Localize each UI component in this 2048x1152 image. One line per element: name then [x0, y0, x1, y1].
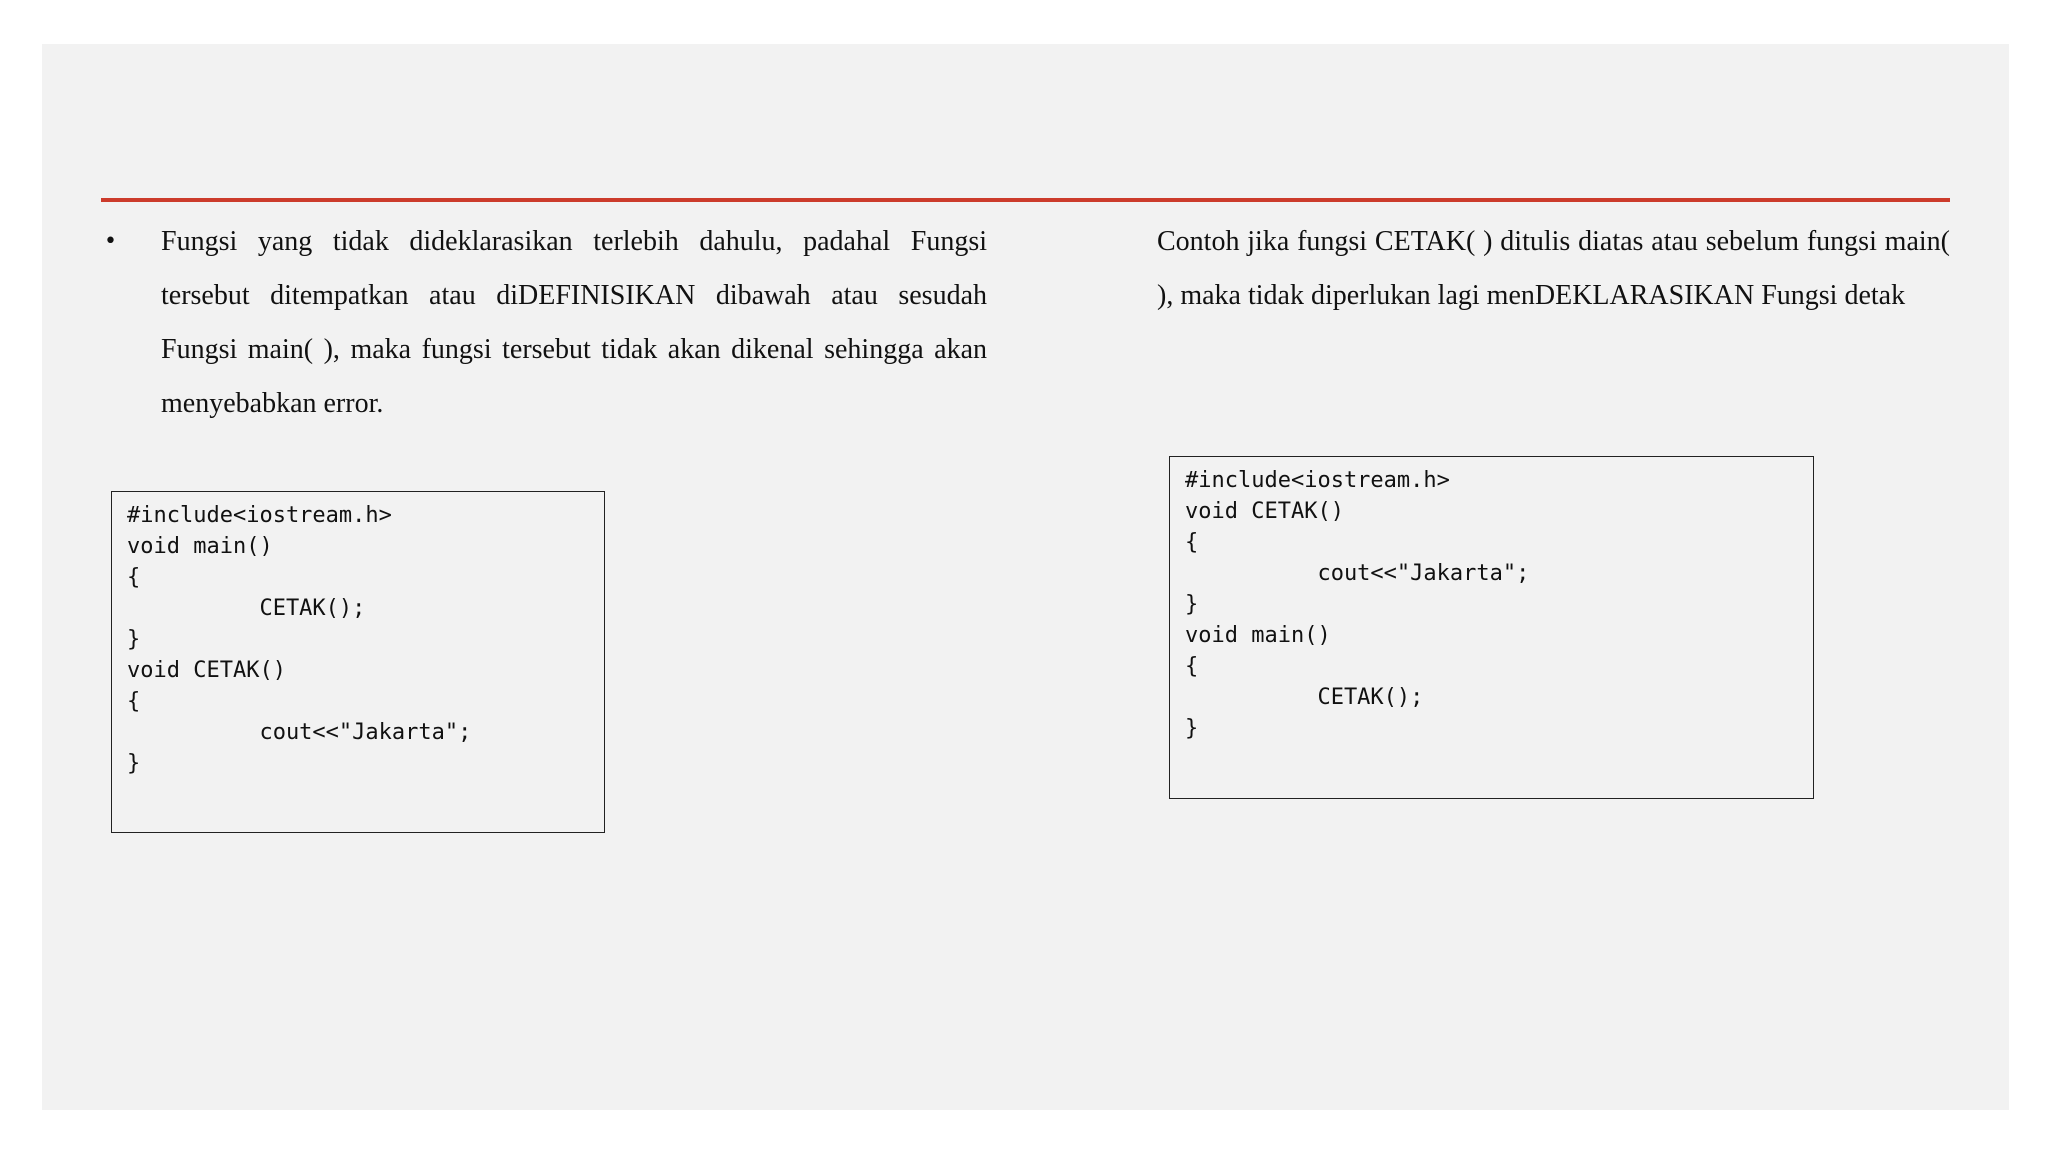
left-code-box — [111, 491, 605, 833]
left-code-snippet: #include<iostream.h> void main() { CETAK(); } void CETAK() { cout<<"Jakarta"; } — [127, 503, 472, 776]
right-paragraph: Contoh jika fungsi CETAK( ) ditulis diatas atau sebelum fungsi main( ), maka tidak diperlukan lagi menDEKLARASIKAN Fungsi detak — [1157, 226, 1950, 311]
bullet-marker: • — [104, 229, 117, 254]
right-code-snippet: #include<iostream.h> void CETAK() { cout<<"Jakarta"; } void main() { CETAK(); } — [1185, 468, 1530, 741]
left-paragraph: Fungsi yang tidak dideklarasikan terlebih dahulu, padahal Fungsi tersebut ditempatkan atau diDEFINISIKAN dibawah atau sesudah Fungsi main( ), maka fungsi tersebut tidak akan dikenal sehingga akan menyebabkan error. — [161, 226, 987, 419]
title-divider-line — [101, 198, 1950, 202]
slide — [42, 44, 2009, 1110]
right-code-box — [1169, 456, 1814, 799]
